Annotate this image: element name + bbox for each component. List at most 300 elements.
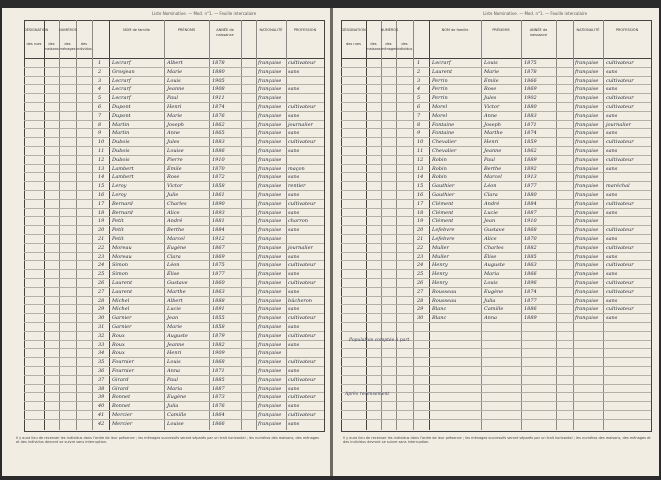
entry-annee: 1869	[212, 253, 225, 260]
individual-number: 28	[98, 297, 105, 304]
row-rule	[24, 278, 324, 279]
entry-prenom: Paul	[167, 95, 178, 102]
row-rule	[341, 234, 651, 235]
column-header: NOM de famille	[123, 28, 150, 32]
entry-nat: française	[575, 165, 599, 172]
entry-nom: Blanc	[432, 315, 447, 322]
column-header: PROFESSION	[293, 28, 317, 32]
entry-nat: française	[258, 60, 282, 66]
individual-number: 3	[417, 77, 421, 84]
entry-prenom: Julia	[167, 403, 179, 410]
entry-nat: française	[258, 306, 282, 313]
entry-annee: 1910	[212, 156, 225, 163]
entry-annee: 1885	[524, 253, 537, 260]
entry-nat: française	[258, 420, 282, 427]
entry-annee: 1886	[212, 148, 225, 154]
individual-number: 37	[98, 376, 105, 383]
entry-nat: française	[258, 86, 282, 93]
entry-prof: cultivateur	[606, 280, 634, 286]
entry-prenom: Louis	[167, 77, 181, 84]
entry-prof: sans	[606, 271, 618, 278]
column-subheader: des maisons	[44, 42, 59, 51]
entry-nat: française	[575, 288, 599, 295]
entry-nat: française	[575, 139, 599, 146]
individual-number: 4	[417, 86, 421, 93]
entry-nom: Michel	[112, 306, 130, 313]
entry-prof: cultivateur	[606, 95, 634, 102]
row-rule	[24, 76, 324, 77]
entry-nat: française	[258, 368, 282, 374]
individual-number: 23	[98, 253, 105, 260]
entry-prenom: Victor	[167, 183, 183, 190]
entry-nom: Morel	[432, 112, 448, 119]
entry-annee: 1862	[524, 148, 537, 154]
entry-annee: 1874	[524, 288, 537, 295]
entry-annee: 1913	[524, 174, 537, 181]
entry-annee: 1877	[524, 183, 537, 190]
entry-prenom: Louis	[167, 359, 181, 366]
entry-prof: sans	[288, 368, 300, 374]
entry-prof: cultivateur	[288, 280, 316, 286]
row-rule	[341, 375, 651, 376]
entry-nom: Garnier	[112, 324, 132, 330]
entry-prenom: Camille	[484, 306, 504, 313]
row-rule	[341, 190, 651, 191]
header-rule	[24, 58, 324, 59]
entry-nom: Rousseau	[432, 288, 457, 295]
entry-nat: française	[575, 104, 599, 110]
entry-prenom: Anne	[484, 112, 498, 119]
entry-nom: Morel	[432, 104, 448, 110]
entry-annee: 1880	[524, 104, 537, 110]
entry-prenom: Berthe	[167, 227, 185, 234]
row-rule	[24, 401, 324, 402]
entry-annee: 1866	[524, 77, 537, 84]
row-rule	[24, 67, 324, 68]
entry-nom: Dupont	[112, 104, 131, 110]
row-rule	[341, 313, 651, 314]
entry-prenom: Marthe	[484, 130, 503, 137]
entry-nat: française	[575, 77, 599, 84]
entry-annee: 1912	[212, 236, 225, 242]
entry-prof: sans	[288, 130, 300, 137]
row-rule	[24, 155, 324, 156]
entry-nat: française	[258, 385, 282, 392]
entry-nat: française	[258, 77, 282, 84]
entry-nat: française	[258, 297, 282, 304]
individual-number: 18	[98, 209, 105, 216]
row-rule	[24, 322, 324, 323]
entry-prenom: Clara	[167, 253, 181, 260]
entry-annee: 1868	[212, 359, 225, 366]
entry-prof: sans	[606, 68, 618, 75]
entry-nom: Garnier	[112, 315, 132, 322]
entry-annee: 1870	[524, 236, 537, 242]
entry-nom: Fournier	[112, 359, 134, 366]
individual-number: 23	[417, 253, 424, 260]
row-rule	[341, 243, 651, 244]
row-rule	[24, 375, 324, 376]
entry-nat: française	[258, 218, 282, 225]
individual-number: 22	[417, 244, 424, 251]
entry-nom: Grosjean	[112, 68, 135, 75]
individual-number: 29	[98, 306, 105, 313]
entry-prenom: Lucie	[484, 209, 498, 216]
row-rule	[24, 146, 324, 147]
entry-nat: française	[258, 332, 282, 339]
entry-nom: Simon	[112, 262, 128, 269]
column-subheader: des rues	[346, 42, 361, 46]
entry-nom: Fontaine	[432, 121, 455, 128]
row-rule	[24, 287, 324, 288]
entry-nom: Robin	[432, 174, 447, 181]
row-rule	[24, 410, 324, 411]
entry-nat: française	[258, 192, 282, 198]
entry-prof: cultivateur	[288, 359, 316, 366]
entry-prof: sans	[606, 86, 618, 93]
entry-prof: bûcheron	[288, 297, 313, 304]
entry-prenom: Berthe	[484, 165, 502, 172]
individual-number: 41	[98, 412, 105, 418]
entry-nom: Petit	[112, 218, 124, 225]
entry-annee: 1875	[212, 262, 225, 269]
entry-prenom: Jeanne	[167, 86, 185, 93]
entry-prenom: Marie	[167, 324, 183, 330]
row-rule	[341, 357, 651, 358]
entry-nat: française	[258, 403, 282, 410]
entry-prof: cultivateur	[288, 200, 316, 207]
individual-number: 27	[417, 288, 424, 295]
entry-annee: 1884	[212, 227, 225, 234]
entry-prof: sans	[288, 324, 300, 330]
entry-prenom: Paul	[484, 156, 495, 163]
individual-number: 10	[98, 139, 105, 146]
entry-nom: Chevalier	[432, 148, 457, 154]
individual-number: 25	[98, 271, 105, 278]
entry-nom: Chevalier	[432, 139, 457, 146]
entry-nom: Laurent	[112, 280, 133, 286]
individual-number: 6	[98, 104, 102, 110]
row-rule	[341, 225, 651, 226]
entry-nat: française	[258, 121, 282, 128]
entry-nat: française	[575, 200, 599, 207]
entry-nom: Michel	[112, 297, 130, 304]
entry-prenom: Marie	[167, 112, 183, 119]
individual-number: 14	[98, 174, 105, 181]
entry-annee: 1887	[524, 209, 537, 216]
entry-nom: Fontaine	[432, 130, 455, 137]
entry-nom: Lefebvre	[432, 227, 455, 234]
entry-nom: Roux	[112, 332, 125, 339]
row-rule	[24, 252, 324, 253]
entry-nat: française	[575, 297, 599, 304]
entry-prof: sans	[288, 306, 300, 313]
entry-prenom: Marie	[167, 68, 183, 75]
row-rule	[341, 384, 651, 385]
row-rule	[341, 401, 651, 402]
individual-number: 12	[98, 156, 105, 163]
entry-nat: française	[575, 112, 599, 119]
entry-prenom: Alice	[167, 209, 180, 216]
entry-prof: sans	[606, 315, 618, 322]
entry-prenom: Joseph	[484, 121, 501, 128]
entry-prof: cultivateur	[606, 77, 634, 84]
entry-nat: française	[575, 315, 599, 322]
individual-number: 7	[98, 112, 102, 119]
row-rule	[24, 172, 324, 173]
entry-prenom: Léon	[484, 183, 497, 190]
entry-nom: Henry	[432, 280, 448, 286]
entry-prenom: Émile	[167, 165, 182, 172]
entry-prenom: Marie	[484, 68, 500, 75]
entry-annee: 1881	[212, 218, 225, 225]
entry-annee: 1878	[212, 60, 225, 66]
entry-nat: française	[258, 324, 282, 330]
entry-annee: 1867	[212, 244, 225, 251]
entry-prof: charron	[288, 218, 309, 225]
entry-nom: Blanc	[432, 306, 447, 313]
entry-prenom: Victor	[484, 104, 500, 110]
individual-number: 18	[417, 209, 424, 216]
entry-nat: française	[258, 253, 282, 260]
row-rule	[341, 93, 651, 94]
entry-annee: 1876	[212, 112, 225, 119]
entry-nom: Lambert	[112, 174, 134, 181]
entry-annee: 1870	[212, 165, 225, 172]
row-rule	[341, 172, 651, 173]
entry-prof: sans	[606, 130, 618, 137]
entry-nom: Perrin	[432, 86, 448, 93]
entry-nat: française	[575, 68, 599, 75]
footnote: Il y aura lieu de recenser les individus dans l'ordre de leur présence ; les ménages successifs seront séparés par un trait horizontal ; les numéros des maisons, des ménages et des individus devront se suivre sans interruption.	[16, 436, 319, 444]
row-rule	[24, 348, 324, 349]
entry-annee: 1909	[212, 350, 225, 357]
entry-prenom: Jules	[484, 95, 497, 102]
column-header: DÉSIGNATION	[24, 28, 49, 32]
entry-prenom: Léon	[167, 262, 180, 269]
header-rule	[341, 58, 651, 59]
entry-nom: Dubois	[112, 139, 130, 146]
entry-prof: sans	[288, 385, 300, 392]
column-subheader: des maisons	[366, 42, 381, 51]
entry-nom: Petit	[112, 236, 124, 242]
entry-prenom: Maria	[167, 385, 183, 392]
row-rule	[341, 269, 651, 270]
entry-prof: sans	[288, 192, 300, 198]
entry-nat: française	[575, 60, 599, 66]
entry-nom: Martin	[112, 121, 130, 128]
entry-prenom: Eugène	[484, 288, 504, 295]
individual-number: 2	[417, 68, 421, 75]
entry-prenom: Camille	[167, 412, 187, 418]
entry-prof: cultivateur	[288, 139, 316, 146]
entry-annee: 1877	[212, 271, 225, 278]
entry-nat: française	[575, 192, 599, 198]
entry-prenom: Lucie	[167, 306, 181, 313]
entry-annee: 1863	[212, 288, 225, 295]
column-header: DÉSIGNATION	[341, 28, 366, 32]
entry-nom: Perrin	[432, 77, 448, 84]
entry-nom: Roux	[112, 350, 125, 357]
entry-annee: 1873	[212, 394, 225, 401]
entry-nom: Clément	[432, 200, 454, 207]
entry-prof: cultivateur	[606, 200, 634, 207]
entry-prenom: Clara	[484, 192, 498, 198]
row-rule	[341, 67, 651, 68]
column-subheader: des ménages	[381, 42, 398, 51]
entry-prenom: André	[167, 218, 183, 225]
entry-annee: 1905	[212, 77, 225, 84]
entry-annee: 1866	[212, 420, 225, 427]
entry-prenom: Élise	[484, 253, 497, 260]
entry-prof: maçon	[288, 165, 305, 172]
margin-note: Population comptée à part	[349, 338, 410, 343]
entry-prof: cultivateur	[606, 306, 634, 313]
entry-nat: française	[258, 315, 282, 322]
entry-prenom: Pierre	[167, 156, 183, 163]
entry-prenom: Élise	[167, 271, 180, 278]
entry-prenom: Anne	[167, 130, 181, 137]
entry-annee: 1877	[524, 297, 537, 304]
entry-annee: 1891	[212, 306, 225, 313]
entry-nom: Lecrarf	[432, 60, 451, 66]
entry-prenom: Jeanne	[167, 341, 185, 348]
entry-prenom: Louis	[484, 280, 498, 286]
individual-number: 33	[98, 341, 105, 348]
entry-prenom: Julia	[484, 297, 496, 304]
row-rule	[24, 120, 324, 121]
individual-number: 15	[98, 183, 105, 190]
entry-prof: cultivateur	[288, 315, 316, 322]
individual-number: 7	[417, 112, 421, 119]
entry-nat: française	[575, 156, 599, 163]
entry-nom: Clément	[432, 218, 454, 225]
entry-nom: Dubois	[112, 156, 130, 163]
entry-prenom: Henri	[484, 139, 499, 146]
row-rule	[24, 234, 324, 235]
entry-prenom: Marthe	[167, 288, 186, 295]
entry-prenom: Charles	[167, 200, 187, 207]
entry-annee: 1887	[212, 385, 225, 392]
entry-nat: française	[258, 262, 282, 269]
entry-annee: 1862	[212, 121, 225, 128]
entry-prof: sans	[288, 403, 300, 410]
entry-prenom: Louis	[484, 60, 498, 66]
entry-annee: 1889	[524, 315, 537, 322]
entry-nat: française	[575, 148, 599, 154]
individual-number: 26	[417, 280, 424, 286]
entry-nom: Leroy	[112, 183, 127, 190]
row-rule	[24, 225, 324, 226]
entry-nom: Martin	[112, 130, 130, 137]
entry-annee: 1910	[524, 218, 537, 225]
entry-prenom: Marcel	[167, 236, 185, 242]
entry-nat: française	[258, 209, 282, 216]
entry-nom: Lecrarf	[112, 95, 131, 102]
entry-nom: Robin	[432, 156, 447, 163]
entry-nat: française	[258, 359, 282, 366]
row-rule	[24, 243, 324, 244]
row-rule	[24, 102, 324, 103]
row-rule	[341, 155, 651, 156]
column-subheader: des individus	[76, 42, 92, 51]
entry-prof: sans	[606, 148, 618, 154]
column-subheader: des ménages	[59, 42, 76, 51]
column-header: PRÉNOMS	[492, 28, 510, 32]
entry-nom: Bonnet	[112, 403, 131, 410]
census-table	[24, 20, 324, 430]
entry-prenom: André	[484, 200, 500, 207]
entry-nat: française	[575, 209, 599, 216]
entry-nom: Rousseau	[432, 297, 457, 304]
individual-number: 21	[98, 236, 105, 242]
individual-number: 28	[417, 297, 424, 304]
individual-number: 22	[98, 244, 105, 251]
entry-prof: cultivateur	[288, 394, 316, 401]
row-rule	[341, 208, 651, 209]
entry-nom: Gauthier	[432, 183, 455, 190]
entry-prenom: Marcel	[484, 174, 502, 181]
individual-number: 30	[98, 315, 105, 322]
entry-prenom: Louise	[167, 148, 184, 154]
entry-annee: 1866	[524, 271, 537, 278]
entry-prof: cultivateur	[288, 332, 316, 339]
entry-prenom: Henri	[167, 350, 182, 357]
individual-number: 1	[98, 60, 102, 66]
entry-annee: 1855	[212, 315, 225, 322]
entry-nom: Lambert	[112, 165, 134, 172]
individual-number: 10	[417, 139, 424, 146]
entry-prenom: Julie	[167, 192, 179, 198]
entry-annee: 1893	[212, 209, 225, 216]
entry-prof: sans	[288, 341, 300, 348]
individual-number: 20	[417, 227, 424, 234]
entry-prenom: Anna	[167, 368, 181, 374]
entry-prof: sans	[606, 236, 618, 242]
entry-prof: cultivateur	[288, 376, 316, 383]
entry-prenom: Auguste	[484, 262, 505, 269]
individual-number: 35	[98, 359, 105, 366]
entry-nom: Moreau	[112, 253, 132, 260]
census-table	[341, 20, 651, 430]
footnote: Il y aura lieu de recenser les individus dans l'ordre de leur présence ; les ménages successifs seront séparés par un trait horizontal ; les numéros des maisons, des ménages et des individus devront se suivre sans interruption.	[343, 436, 651, 444]
individual-number: 13	[98, 165, 105, 172]
left-page	[2, 8, 330, 476]
entry-nat: française	[258, 139, 282, 146]
column-header: ANNÉE de naissance	[529, 28, 548, 37]
running-head: Liste Nominative. — Mod. n°1. — Feuille intercalaire	[152, 11, 257, 16]
entry-annee: 1908	[212, 86, 225, 93]
entry-nat: française	[258, 112, 282, 119]
entry-annee: 1886	[524, 306, 537, 313]
entry-prenom: Gustave	[167, 280, 188, 286]
column-header: PRÉNOMS	[177, 28, 196, 32]
row-rule	[24, 419, 324, 420]
entry-prof: sans	[606, 112, 618, 119]
row-rule	[341, 322, 651, 323]
entry-prenom: Jeanne	[484, 148, 502, 154]
entry-prof: sans	[606, 253, 618, 260]
entry-nom: Petit	[112, 227, 124, 234]
entry-prenom: Gustave	[484, 227, 505, 234]
entry-nom: Dubois	[112, 148, 130, 154]
individual-number: 40	[98, 403, 105, 410]
individual-number: 8	[98, 121, 102, 128]
entry-annee: 1902	[524, 95, 537, 102]
entry-nat: française	[575, 218, 599, 225]
individual-number: 25	[417, 271, 424, 278]
individual-number: 9	[98, 130, 102, 137]
